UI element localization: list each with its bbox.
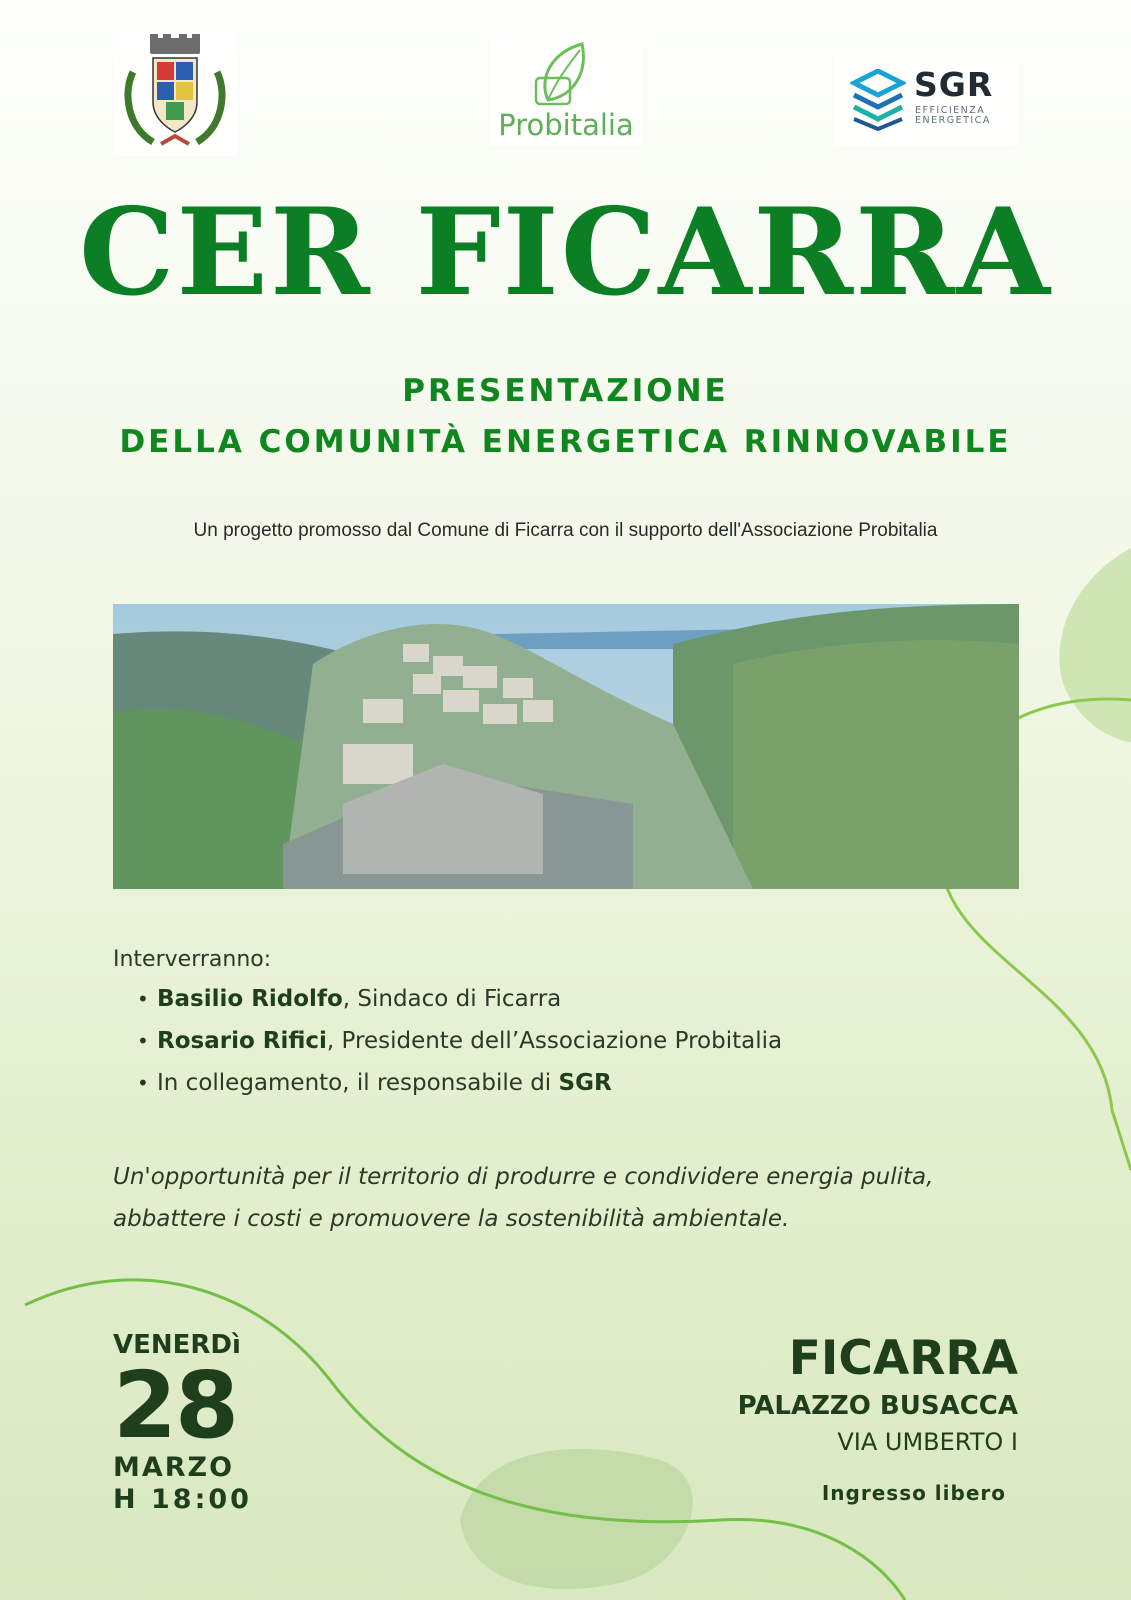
sgr-tagline-line1: EFFICIENZA — [915, 105, 986, 116]
speaker-prefix: In collegamento, il responsabile di — [157, 1070, 559, 1096]
comune-coat-of-arms-logo — [113, 32, 237, 156]
bullet-icon: • — [137, 987, 149, 1011]
speaker-item — [137, 1067, 782, 1109]
coat-of-arms-icon — [113, 32, 237, 156]
probitalia-logo — [490, 38, 642, 146]
project-tagline: Un progetto promosso dal Comune di Ficarra con il supporto dell'Associazione Probitalia — [193, 520, 938, 541]
event-time: H 18:00 — [113, 1484, 252, 1515]
leaf-shape-right — [1059, 548, 1131, 742]
mission-line-1: Un'opportunità per il territorio di produrre e condividere energia pulita, — [113, 1164, 934, 1190]
event-day: 28 — [113, 1352, 238, 1459]
event-weekday: VENERDì — [113, 1330, 241, 1360]
subtitle-line-2: DELLA COMUNITÀ ENERGETICA RINNOVABILE — [119, 424, 1012, 460]
village-panorama-photo — [113, 604, 1019, 889]
speaker-name: Rosario Rifici — [157, 1028, 327, 1054]
speaker-role: , Sindaco di Ficarra — [342, 986, 562, 1012]
main-title: CER FICARRA — [79, 182, 1052, 323]
sgr-layers-icon — [850, 69, 906, 131]
leaf-icon — [490, 38, 642, 108]
village-panorama-illustration — [113, 604, 1019, 889]
leaf-shape-bottom — [460, 1449, 693, 1589]
mission-line-2: abbattere i costi e promuovere la sostenibilità ambientale. — [113, 1206, 790, 1232]
sgr-tagline — [915, 106, 1015, 126]
sgr-logo — [834, 57, 1017, 147]
speaker-name: Basilio Ridolfo — [157, 986, 343, 1012]
speakers-list — [137, 983, 782, 1109]
sgr-tagline-line2: ENERGETICA — [915, 115, 991, 126]
speaker-item — [137, 983, 782, 1025]
sgr-name: SGR — [914, 65, 994, 104]
bullet-icon: • — [137, 1071, 149, 1095]
bullet-icon: • — [137, 1029, 149, 1053]
speaker-role: , Presidente dell’Associazione Probitalia — [326, 1028, 783, 1054]
venue-city: FICARRA — [788, 1331, 1018, 1386]
event-month: MARZO — [113, 1452, 235, 1483]
event-date — [113, 1330, 252, 1516]
event-venue — [738, 1330, 1018, 1508]
venue-building: PALAZZO BUSACCA — [737, 1391, 1018, 1421]
speaker-name: SGR — [558, 1070, 612, 1096]
venue-street: VIA UMBERTO I — [837, 1428, 1018, 1456]
speaker-item — [137, 1025, 782, 1067]
mission-statement — [113, 1156, 1033, 1240]
probitalia-name: Probitalia — [498, 108, 634, 142]
entry-info: Ingresso libero — [821, 1481, 1006, 1505]
speakers-heading: Interverranno: — [113, 947, 272, 972]
subtitle-line-1: PRESENTAZIONE — [402, 373, 729, 409]
